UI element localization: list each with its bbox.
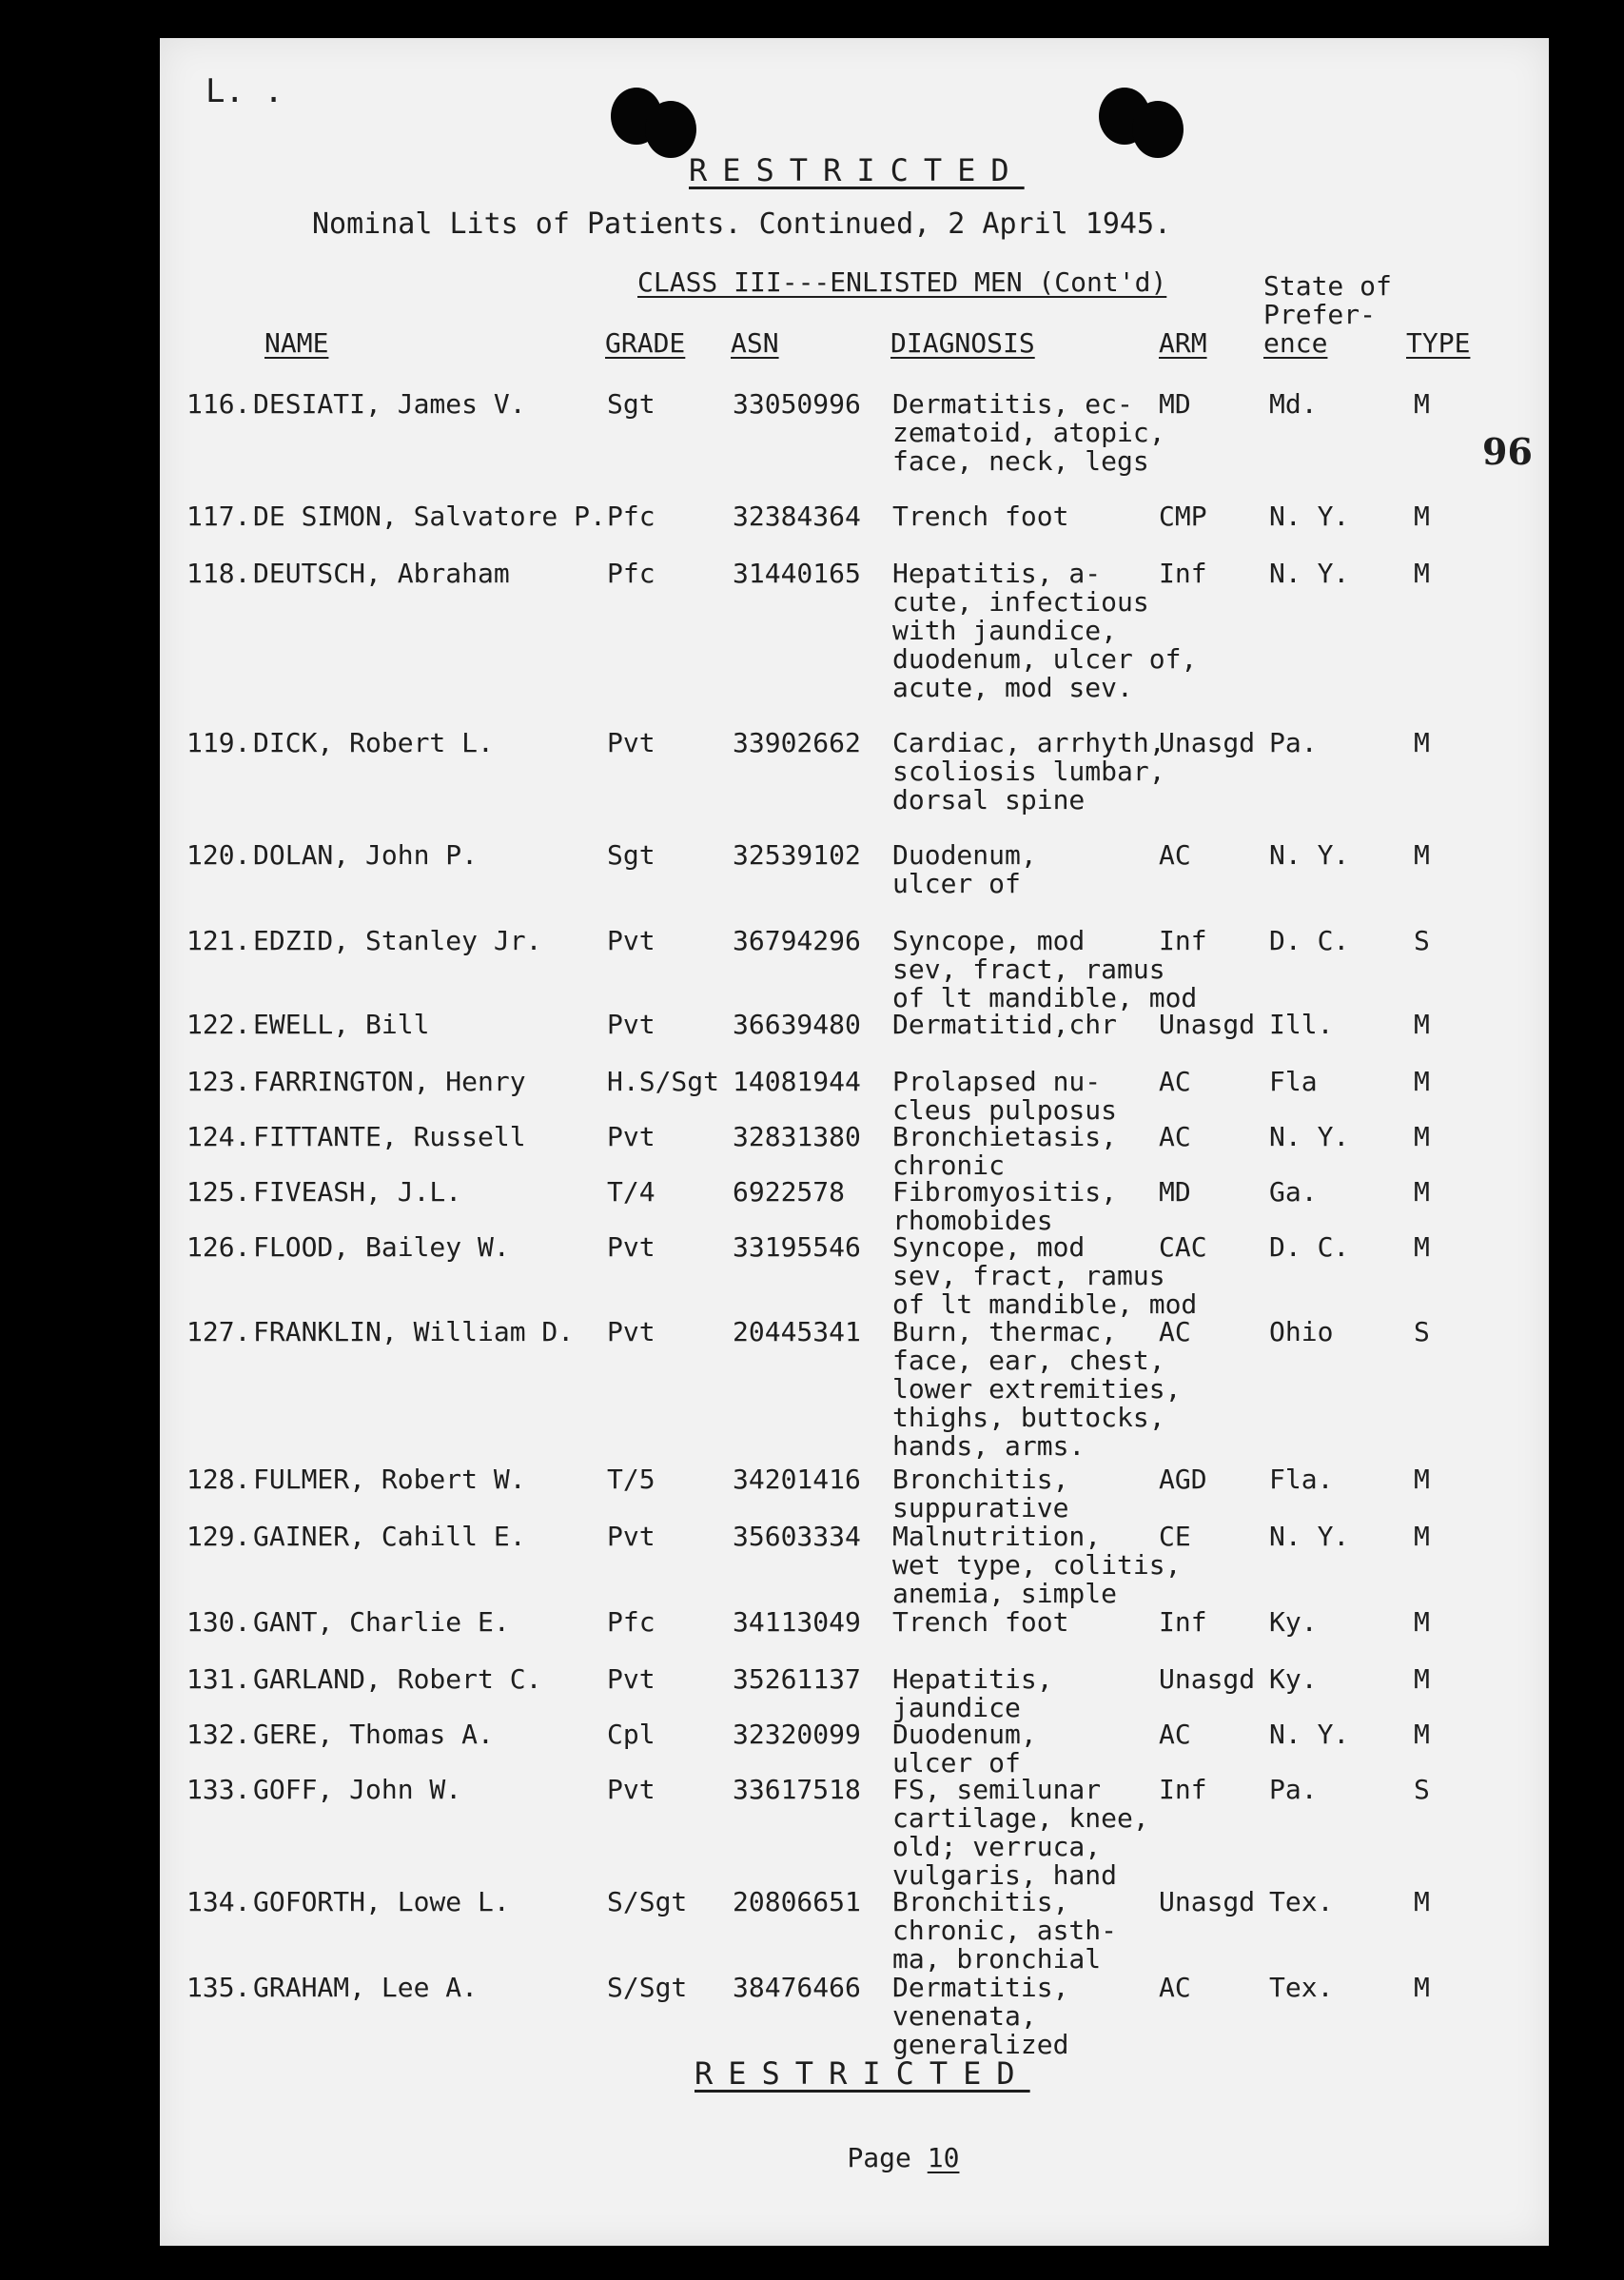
diagnosis-line: jaundice	[892, 1692, 1021, 1723]
asn-cell: 32384364	[733, 501, 861, 532]
arm-cell: MD	[1159, 1176, 1191, 1208]
patient-name: EDZID, Stanley Jr.	[253, 925, 542, 956]
row-number: 130.	[186, 1606, 251, 1638]
patient-name: GERE, Thomas A.	[253, 1719, 494, 1750]
arm-cell: Inf	[1159, 925, 1207, 956]
table-row	[160, 1178, 1549, 1235]
state-cell: N. Y.	[1269, 1521, 1350, 1552]
row-number: 131.	[186, 1663, 251, 1695]
grade-cell: Pvt	[607, 1316, 655, 1347]
arm-cell: Unasgd	[1159, 1009, 1256, 1040]
asn-cell: 14081944	[733, 1066, 861, 1097]
arm-cell: AGD	[1159, 1464, 1207, 1495]
diagnosis-line: sev, fract, ramus	[892, 953, 1165, 985]
grade-cell: H.S/Sgt	[607, 1066, 720, 1097]
asn-cell: 35261137	[733, 1663, 861, 1695]
row-number: 132.	[186, 1719, 251, 1750]
diagnosis-line: suppurative	[892, 1492, 1069, 1523]
row-number: 133.	[186, 1774, 251, 1805]
state-cell: Tex.	[1269, 1972, 1334, 2003]
patient-name: FRANKLIN, William D.	[253, 1316, 575, 1347]
type-cell: M	[1414, 1719, 1430, 1750]
diagnosis-line: face, ear, chest,	[892, 1345, 1165, 1376]
grade-cell: Pvt	[607, 1663, 655, 1695]
diagnosis-column-header: DIAGNOSIS	[890, 327, 1035, 359]
type-cell: M	[1414, 388, 1430, 420]
table-row	[160, 1123, 1549, 1180]
type-cell: M	[1414, 727, 1430, 758]
patient-name: FITTANTE, Russell	[253, 1121, 526, 1152]
diagnosis-line: dorsal spine	[892, 784, 1086, 816]
type-cell: S	[1414, 925, 1430, 956]
grade-cell: S/Sgt	[607, 1972, 688, 2003]
arm-cell: Inf	[1159, 1774, 1207, 1805]
diagnosis-line: acute, mod sev.	[892, 672, 1133, 703]
row-number: 117.	[186, 501, 251, 532]
state-cell: N. Y.	[1269, 1121, 1350, 1152]
asn-cell: 32539102	[733, 839, 861, 871]
diagnosis-line: ma, bronchial	[892, 1943, 1102, 1975]
grade-cell: Pvt	[607, 1231, 655, 1263]
diagnosis-line: Bronchitis,	[892, 1464, 1069, 1495]
state-cell: Pa.	[1269, 727, 1318, 758]
type-cell: M	[1414, 1066, 1430, 1097]
diagnosis-line: hands, arms.	[892, 1430, 1086, 1462]
arm-cell: CMP	[1159, 501, 1207, 532]
class-header: CLASS III---ENLISTED MEN (Cont'd)	[637, 266, 1167, 298]
row-number: 128.	[186, 1464, 251, 1495]
type-cell: M	[1414, 501, 1430, 532]
table-row	[160, 1776, 1549, 1890]
diagnosis-line: with jaundice,	[892, 615, 1118, 646]
arm-cell: Inf	[1159, 558, 1207, 589]
document-subtitle: Nominal Lits of Patients. Continued, 2 April 1945.	[312, 207, 1172, 241]
row-number: 120.	[186, 839, 251, 871]
diagnosis-line: cartilage, knee,	[892, 1802, 1149, 1834]
state-header-line1: State of	[1263, 270, 1392, 302]
row-number: 127.	[186, 1316, 251, 1347]
state-cell: Fla.	[1269, 1464, 1334, 1495]
state-cell: Tex.	[1269, 1886, 1334, 1917]
table-row	[160, 1720, 1549, 1778]
state-cell: N. Y.	[1269, 839, 1350, 871]
diagnosis-line: anemia, simple	[892, 1578, 1118, 1609]
grade-cell: Pvt	[607, 1009, 655, 1040]
type-cell: M	[1414, 1121, 1430, 1152]
arm-cell: Inf	[1159, 1606, 1207, 1638]
page-number: 10	[927, 2142, 960, 2173]
table-row	[160, 927, 1549, 1012]
diagnosis-line: cleus pulposus	[892, 1094, 1118, 1126]
arm-cell: CAC	[1159, 1231, 1207, 1263]
table-row	[160, 502, 1549, 531]
asn-cell: 33195546	[733, 1231, 861, 1263]
type-cell: M	[1414, 1972, 1430, 2003]
diagnosis-line: Dermatitid,chr	[892, 1009, 1118, 1040]
table-row	[160, 1608, 1549, 1637]
grade-cell: Pvt	[607, 1521, 655, 1552]
state-cell: D. C.	[1269, 925, 1350, 956]
arm-cell: AC	[1159, 1066, 1191, 1097]
type-cell: M	[1414, 1606, 1430, 1638]
patient-name: DE SIMON, Salvatore P.	[253, 501, 606, 532]
diagnosis-line: Hepatitis,	[892, 1663, 1053, 1695]
type-cell: S	[1414, 1774, 1430, 1805]
asn-cell: 33902662	[733, 727, 861, 758]
grade-cell: Pvt	[607, 1121, 655, 1152]
type-cell: M	[1414, 1009, 1430, 1040]
diagnosis-line: of lt mandible, mod	[892, 982, 1198, 1013]
table-row	[160, 1888, 1549, 1974]
patient-name: FULMER, Robert W.	[253, 1464, 526, 1495]
grade-cell: S/Sgt	[607, 1886, 688, 1917]
type-cell: M	[1414, 1521, 1430, 1552]
arm-cell: CE	[1159, 1521, 1191, 1552]
table-row	[160, 1011, 1549, 1039]
diagnosis-line: chronic, asth-	[892, 1915, 1118, 1946]
asn-cell: 33050996	[733, 388, 861, 420]
row-number: 122.	[186, 1009, 251, 1040]
arm-cell: Unasgd	[1159, 1663, 1256, 1695]
arm-cell: AC	[1159, 1316, 1191, 1347]
diagnosis-line: Prolapsed nu-	[892, 1066, 1102, 1097]
arm-cell: AC	[1159, 1121, 1191, 1152]
asn-cell: 20445341	[733, 1316, 861, 1347]
state-header-line3: ence	[1263, 327, 1328, 359]
page-footer	[783, 2111, 959, 2205]
row-number: 134.	[186, 1886, 251, 1917]
diagnosis-line: sev, fract, ramus	[892, 1260, 1165, 1291]
state-cell: Ky.	[1269, 1663, 1318, 1695]
arm-cell: AC	[1159, 1972, 1191, 2003]
grade-cell: Cpl	[607, 1719, 655, 1750]
diagnosis-line: scoliosis lumbar,	[892, 756, 1165, 787]
asn-cell: 36794296	[733, 925, 861, 956]
table-row	[160, 1465, 1549, 1523]
type-cell: S	[1414, 1316, 1430, 1347]
state-cell: D. C.	[1269, 1231, 1350, 1263]
diagnosis-line: of lt mandible, mod	[892, 1288, 1198, 1320]
table-row	[160, 841, 1549, 898]
diagnosis-line: Duodenum,	[892, 1719, 1037, 1750]
asn-cell: 6922578	[733, 1176, 846, 1208]
diagnosis-line: Syncope, mod	[892, 925, 1086, 956]
page-label: Page	[847, 2142, 911, 2173]
grade-cell: Pfc	[607, 558, 655, 589]
diagnosis-line: generalized	[892, 2029, 1069, 2060]
diagnosis-line: Trench foot	[892, 1606, 1069, 1638]
arm-cell: AC	[1159, 839, 1191, 871]
arm-cell: Unasgd	[1159, 727, 1256, 758]
grade-cell: Sgt	[607, 839, 655, 871]
grade-cell: Sgt	[607, 388, 655, 420]
row-number: 125.	[186, 1176, 251, 1208]
patient-name: EWELL, Bill	[253, 1009, 430, 1040]
grade-column-header: GRADE	[605, 327, 686, 359]
diagnosis-line: Dermatitis, ec-	[892, 388, 1133, 420]
grade-cell: Pvt	[607, 925, 655, 956]
table-row	[160, 729, 1549, 815]
table-row	[160, 1665, 1549, 1722]
state-cell: Ky.	[1269, 1606, 1318, 1638]
grade-cell: Pvt	[607, 1774, 655, 1805]
asn-cell: 38476466	[733, 1972, 861, 2003]
diagnosis-line: cute, infectious	[892, 586, 1149, 618]
diagnosis-line: Malnutrition,	[892, 1521, 1102, 1552]
asn-cell: 33617518	[733, 1774, 861, 1805]
row-number: 123.	[186, 1066, 251, 1097]
row-number: 116.	[186, 388, 251, 420]
row-number: 119.	[186, 727, 251, 758]
restricted-footer: RESTRICTED	[695, 2055, 1030, 2092]
grade-cell: Pfc	[607, 1606, 655, 1638]
restricted-header: RESTRICTED	[689, 152, 1025, 188]
row-number: 126.	[186, 1231, 251, 1263]
diagnosis-line: face, neck, legs	[892, 445, 1149, 477]
patient-name: DICK, Robert L.	[253, 727, 494, 758]
patient-name: FIVEASH, J.L.	[253, 1176, 462, 1208]
patient-name: DOLAN, John P.	[253, 839, 479, 871]
table-row	[160, 1318, 1549, 1461]
state-cell: Md.	[1269, 388, 1318, 420]
diagnosis-line: Burn, thermac,	[892, 1316, 1118, 1347]
grade-cell: Pvt	[607, 727, 655, 758]
diagnosis-line: Bronchitis,	[892, 1886, 1069, 1917]
state-cell: N. Y.	[1269, 501, 1350, 532]
state-cell: N. Y.	[1269, 1719, 1350, 1750]
diagnosis-line: thighs, buttocks,	[892, 1402, 1165, 1433]
row-number: 118.	[186, 558, 251, 589]
patient-name: GARLAND, Robert C.	[253, 1663, 542, 1695]
asn-cell: 34113049	[733, 1606, 861, 1638]
patient-name: DESIATI, James V.	[253, 388, 526, 420]
table-row	[160, 560, 1549, 702]
asn-cell: 34201416	[733, 1464, 861, 1495]
arm-cell: Unasgd	[1159, 1886, 1256, 1917]
state-header-line2: Prefer-	[1263, 299, 1377, 330]
stamp-number: 96	[1482, 430, 1533, 473]
punch-hole-left-b	[645, 101, 696, 158]
arm-cell: MD	[1159, 388, 1191, 420]
type-cell: M	[1414, 1886, 1430, 1917]
diagnosis-line: lower extremities,	[892, 1373, 1182, 1405]
patient-name: GOFORTH, Lowe L.	[253, 1886, 510, 1917]
arm-column-header: ARM	[1159, 327, 1207, 359]
diagnosis-line: vulgaris, hand	[892, 1859, 1118, 1891]
corner-mark: L. .	[205, 72, 284, 110]
diagnosis-line: zematoid, atopic,	[892, 417, 1165, 448]
patient-name: DEUTSCH, Abraham	[253, 558, 510, 589]
diagnosis-line: chronic	[892, 1150, 1006, 1181]
type-column-header: TYPE	[1406, 327, 1471, 359]
state-cell: Ga.	[1269, 1176, 1318, 1208]
asn-cell: 32831380	[733, 1121, 861, 1152]
state-cell: Ill.	[1269, 1009, 1334, 1040]
grade-cell: Pfc	[607, 501, 655, 532]
diagnosis-line: Dermatitis,	[892, 1972, 1069, 2003]
state-cell: Ohio	[1269, 1316, 1334, 1347]
table-row	[160, 1523, 1549, 1608]
asn-cell: 36639480	[733, 1009, 861, 1040]
state-cell: N. Y.	[1269, 558, 1350, 589]
diagnosis-line: ulcer of	[892, 868, 1021, 899]
patient-name: GAINER, Cahill E.	[253, 1521, 526, 1552]
diagnosis-line: old; verruca,	[892, 1831, 1102, 1862]
diagnosis-line: venenata,	[892, 2000, 1037, 2032]
diagnosis-line: Trench foot	[892, 501, 1069, 532]
diagnosis-line: ulcer of	[892, 1747, 1021, 1779]
row-number: 135.	[186, 1972, 251, 2003]
type-cell: M	[1414, 839, 1430, 871]
grade-cell: T/5	[607, 1464, 655, 1495]
row-number: 124.	[186, 1121, 251, 1152]
row-number: 129.	[186, 1521, 251, 1552]
table-row	[160, 390, 1549, 476]
diagnosis-line: Bronchietasis,	[892, 1121, 1118, 1152]
type-cell: M	[1414, 1231, 1430, 1263]
patient-name: FLOOD, Bailey W.	[253, 1231, 510, 1263]
type-cell: M	[1414, 558, 1430, 589]
table-row	[160, 1068, 1549, 1125]
asn-cell: 35603334	[733, 1521, 861, 1552]
document-page	[160, 38, 1549, 2246]
table-row	[160, 1974, 1549, 2059]
patient-name: FARRINGTON, Henry	[253, 1066, 526, 1097]
patient-name: GANT, Charlie E.	[253, 1606, 510, 1638]
diagnosis-line: Duodenum,	[892, 839, 1037, 871]
grade-cell: T/4	[607, 1176, 655, 1208]
punch-hole-right-b	[1132, 101, 1184, 158]
diagnosis-line: Fibromyositis,	[892, 1176, 1118, 1208]
asn-column-header: ASN	[731, 327, 779, 359]
diagnosis-line: FS, semilunar	[892, 1774, 1102, 1805]
asn-cell: 32320099	[733, 1719, 861, 1750]
asn-cell: 20806651	[733, 1886, 861, 1917]
type-cell: M	[1414, 1663, 1430, 1695]
diagnosis-line: Hepatitis, a-	[892, 558, 1102, 589]
name-column-header: NAME	[264, 327, 329, 359]
patient-name: GOFF, John W.	[253, 1774, 462, 1805]
state-cell: Fla	[1269, 1066, 1318, 1097]
type-cell: M	[1414, 1464, 1430, 1495]
state-cell: Pa.	[1269, 1774, 1318, 1805]
diagnosis-line: Syncope, mod	[892, 1231, 1086, 1263]
diagnosis-line: wet type, colitis,	[892, 1549, 1182, 1581]
diagnosis-line: duodenum, ulcer of,	[892, 643, 1198, 675]
diagnosis-line: Cardiac, arrhyth,	[892, 727, 1165, 758]
table-row	[160, 1233, 1549, 1319]
asn-cell: 31440165	[733, 558, 861, 589]
patient-name: GRAHAM, Lee A.	[253, 1972, 479, 2003]
type-cell: M	[1414, 1176, 1430, 1208]
arm-cell: AC	[1159, 1719, 1191, 1750]
diagnosis-line: rhomobides	[892, 1205, 1053, 1236]
row-number: 121.	[186, 925, 251, 956]
